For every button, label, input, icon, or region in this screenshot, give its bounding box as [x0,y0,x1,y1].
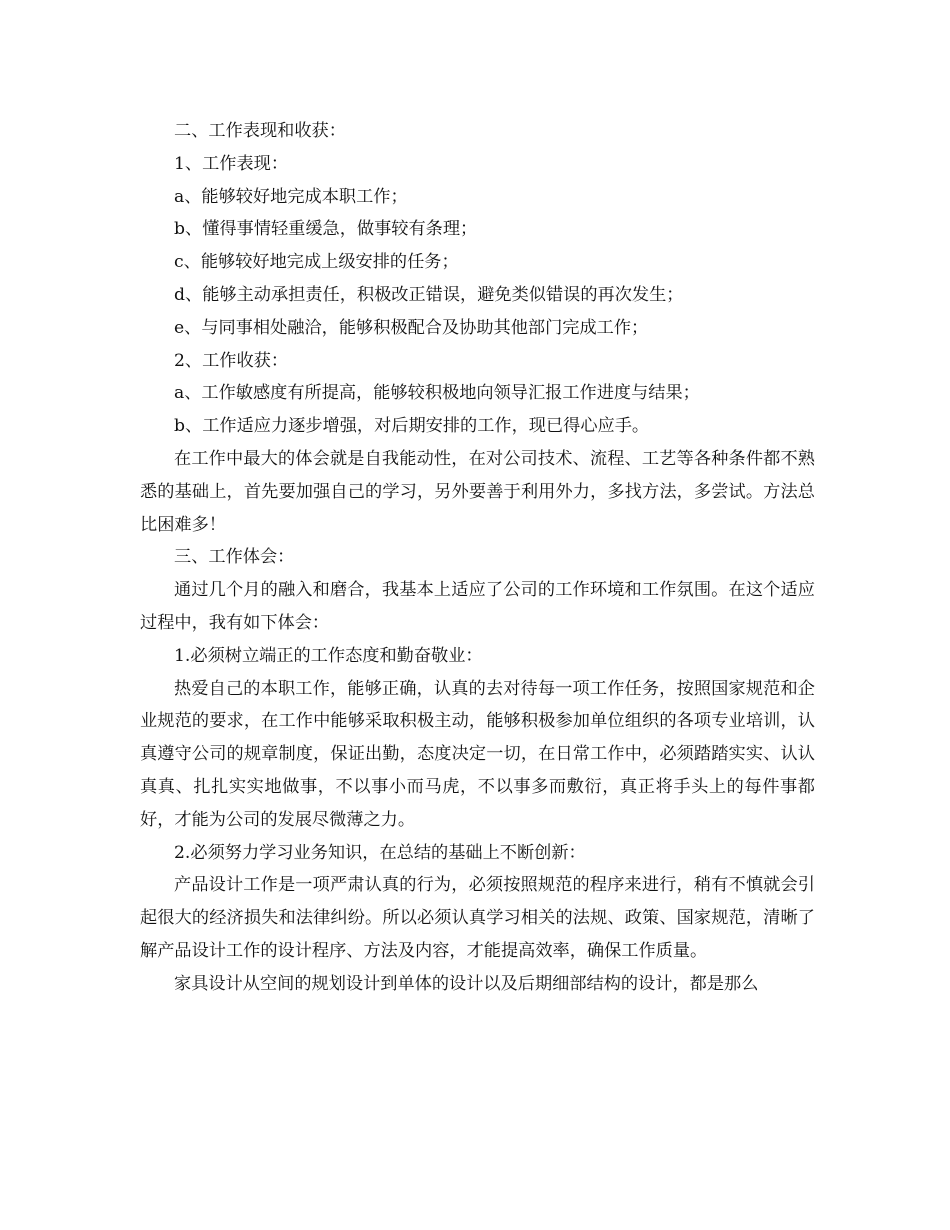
section-heading-experience: 三、工作体会： [174,547,295,568]
paragraph-furniture-design: 家具设计从空间的规划设计到单体的设计以及后期细部结构的设计，都是那么 [174,973,759,994]
list-item-c: c、能够较好地完成上级安排的任务； [174,252,459,273]
paragraph-product-design: 产品设计工作是一项严肃认真的行为，必须按照规范的程序来进行，稍有不慎就会引起很大的经济损失和法律纠纷。所以必须认真学习相关的法规、政策、国家规范，清晰了解产品设计工作的设计程序、方法及内容，才能提高效率，确保工作质量。 [140,875,815,961]
list-item-e: e、与同事相处融洽，能够积极配合及协助其他部门完成工作； [174,317,649,338]
list-item-a: a、能够较好地完成本职工作； [174,186,408,207]
paragraph-self-motivation: 在工作中最大的体会就是自我能动性，在对公司技术、流程、工艺等各种条件都不熟悉的基础上，首先要加强自己的学习，另外要善于利用外力，多找方法，多尝试。方法总比困难多！ [140,448,815,535]
subheading-work-gains: 2、工作收获： [174,350,289,371]
gain-item-a: a、工作敏感度有所提高，能够较积极地向领导汇报工作进度与结果； [174,383,700,404]
document-body [140,115,815,1001]
paragraph-attitude: 热爱自己的本职工作，能够正确，认真的去对待每一项工作任务，按照国家规范和企业规范的要求，在工作中能够采取积极主动，能够积极参加单位组织的各项专业培训，认真遵守公司的规章制度，保证出勤，态度决定一切，在日常工作中，必须踏踏实实、认认真真、扎扎实实地做事，不以事小而马虎，不以事多而敷衍，真正将手头上的每件事都好，才能为公司的发展尽微薄之力。 [140,678,815,830]
list-item-b: b、懂得事情轻重缓急，做事较有条理； [174,219,478,240]
gain-item-b: b、工作适应力逐步增强，对后期安排的工作，现已得心应手。 [174,416,650,437]
paragraph-adaptation: 通过几个月的融入和磨合，我基本上适应了公司的工作环境和工作氛围。在这个适应过程中，我有如下体会： [140,580,815,633]
subheading-work-performance: 1、工作表现： [174,153,289,174]
list-item-d: d、能够主动承担责任，积极改正错误，避免类似错误的再次发生； [174,284,684,305]
section-heading-performance: 二、工作表现和收获： [174,121,346,141]
subheading-attitude: 1.必须树立端正的工作态度和勤奋敬业： [174,645,483,666]
subheading-learning: 2.必须努力学习业务知识，在总结的基础上不断创新： [174,842,586,863]
